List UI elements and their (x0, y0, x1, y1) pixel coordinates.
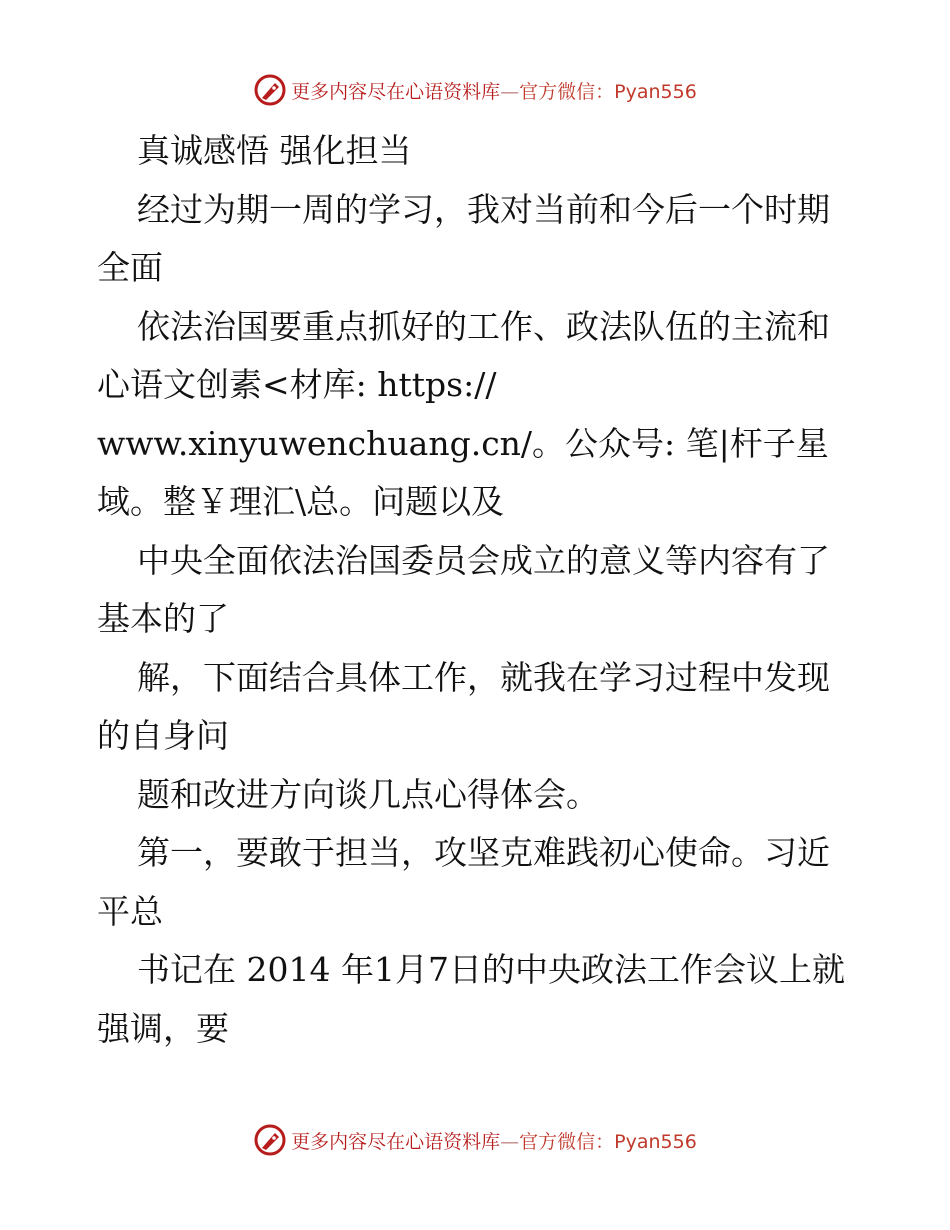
document-body (97, 122, 857, 1058)
paragraph-2: 依法治国要重点抓好的工作、政法队伍的主流和心语文创素<材库: https:// (97, 306, 830, 404)
paragraph-1: 经过为期一周的学习，我对当前和今后一个时期全面 (97, 189, 830, 287)
footer-banner (0, 1120, 950, 1160)
paragraph-6: 题和改进方向谈几点心得体会。 (137, 774, 599, 814)
paragraph-5: 解，下面结合具体工作，就我在学习过程中发现的自身问 (97, 657, 830, 755)
footer-wechat: 官方微信：Pyan556 (519, 1130, 697, 1153)
header-wechat: 官方微信：Pyan556 (519, 80, 697, 103)
paragraph-7: 第一，要敢于担当，攻坚克难践初心使命。习近平总 (97, 833, 830, 931)
footer-banner-text (291, 1127, 697, 1154)
header-site-name: 更多内容尽在心语资料库 (291, 80, 501, 103)
header-separator: — (500, 80, 520, 103)
pen-nib-logo-icon (253, 73, 287, 107)
paragraph-3: www.xinyuwenchuang.cn/。公众号: 笔|杆子星域。整￥理汇\总。问题以及 (97, 423, 829, 521)
document-title: 真诚感悟 强化担当 (137, 131, 412, 170)
paragraph-4: 中央全面依法治国委员会成立的意义等内容有了基本的了 (97, 540, 830, 638)
header-banner-text (291, 77, 697, 104)
footer-site-name: 更多内容尽在心语资料库 (291, 1130, 501, 1153)
paragraph-8: 书记在 2014 年1月7日的中央政法工作会议上就强调，要 (97, 950, 845, 1048)
pen-nib-logo-icon (253, 1123, 287, 1157)
header-banner (0, 70, 950, 110)
footer-separator: — (500, 1130, 520, 1153)
